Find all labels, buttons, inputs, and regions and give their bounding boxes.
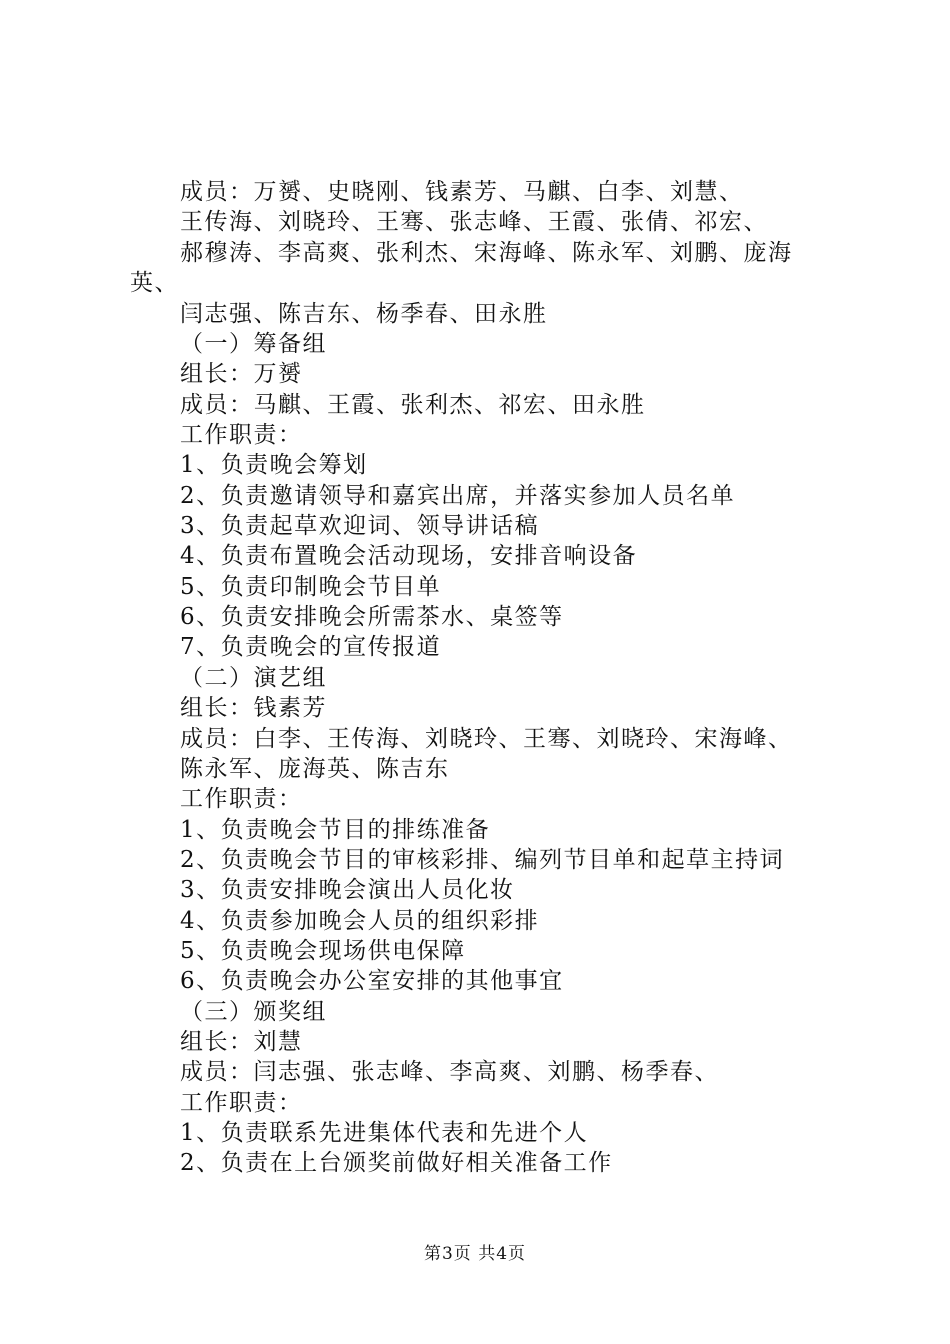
text-line: 5、负责印制晚会节目单 <box>180 574 442 600</box>
text-line: 组长：钱素芳 <box>180 695 327 721</box>
text-line: 6、负责晚会办公室安排的其他事宜 <box>180 968 564 994</box>
text-line: 5、负责晚会现场供电保障 <box>180 938 466 964</box>
text-line: 王传海、刘晓玲、王骞、张志峰、王霞、张倩、祁宏、 <box>180 209 768 235</box>
text-line: 组长：万赟 <box>180 361 303 387</box>
text-line: 陈永军、庞海英、陈吉东 <box>180 756 450 782</box>
page-number-footer: 第3页 共4页 <box>423 1244 527 1264</box>
text-line: 1、负责晚会节目的排练准备 <box>180 817 491 843</box>
text-line: 2、负责在上台颁奖前做好相关准备工作 <box>180 1150 613 1176</box>
text-line: 工作职责： <box>180 422 303 448</box>
text-line: 2、负责晚会节目的审核彩排、编列节目单和起草主持词 <box>180 847 785 873</box>
text-line: 闫志强、陈吉东、杨季春、田永胜 <box>180 301 548 327</box>
text-line: 4、负责参加晚会人员的组织彩排 <box>180 908 540 934</box>
text-line: 2、负责邀请领导和嘉宾出席，并落实参加人员名单 <box>180 483 736 509</box>
text-line: 7、负责晚会的宣传报道 <box>180 634 442 660</box>
text-line: 工作职责： <box>180 786 303 812</box>
text-line: 成员：白李、王传海、刘晓玲、王骞、刘晓玲、宋海峰、 <box>180 726 793 752</box>
section-heading: （三）颁奖组 <box>180 999 327 1025</box>
text-line: 1、负责晚会筹划 <box>180 452 368 478</box>
text-line: 成员：闫志强、张志峰、李高爽、刘鹏、杨季春、 <box>180 1059 719 1085</box>
text-line: 成员：马麒、王霞、张利杰、祁宏、田永胜 <box>180 392 646 418</box>
text-line: 3、负责安排晚会演出人员化妆 <box>180 877 515 903</box>
text-line: 组长：刘慧 <box>180 1029 303 1055</box>
section-heading: （一）筹备组 <box>180 331 327 357</box>
section-heading: （二）演艺组 <box>180 665 327 691</box>
text-line: 成员：万赟、史晓刚、钱素芳、马麒、白李、刘慧、 <box>180 179 744 205</box>
text-line: 1、负责联系先进集体代表和先进个人 <box>180 1120 589 1146</box>
text-line: 3、负责起草欢迎词、领导讲话稿 <box>180 513 540 539</box>
text-line: 工作职责： <box>180 1090 303 1116</box>
text-line: 郝穆涛、李高爽、张利杰、宋海峰、陈永军、刘鹏、庞海 <box>180 240 793 266</box>
text-line: 4、负责布置晚会活动现场，安排音响设备 <box>180 543 638 569</box>
text-line: 6、负责安排晚会所需茶水、桌签等 <box>180 604 564 630</box>
text-line: 英、 <box>130 270 179 296</box>
